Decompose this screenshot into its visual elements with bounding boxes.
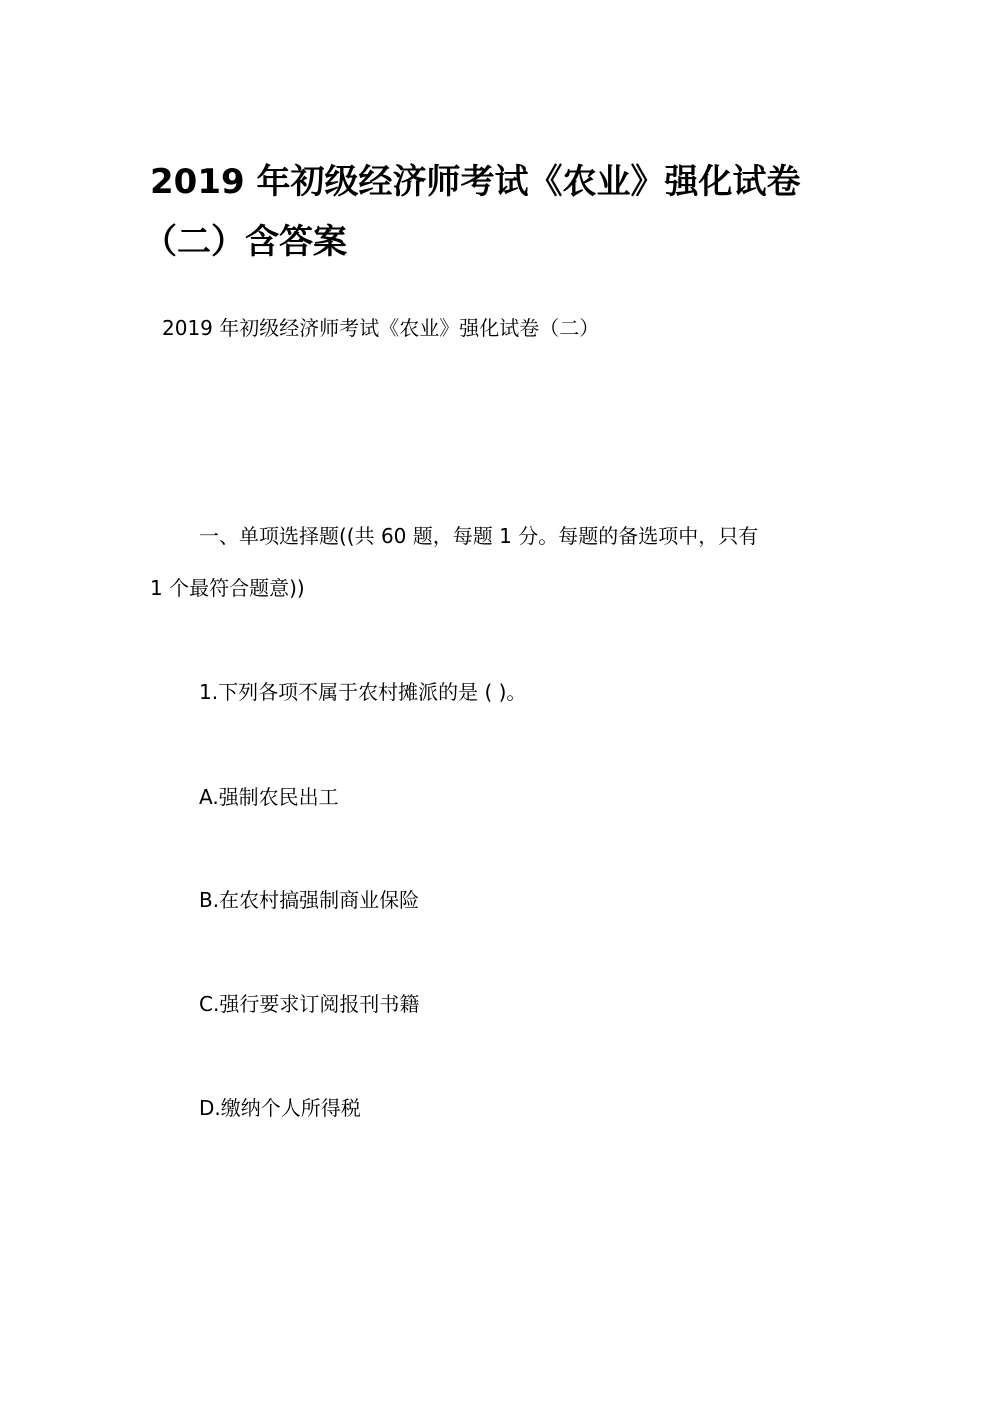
section-intro-line-1: 一、单项选择题((共 60 题，每题 1 分。每题的备选项中，只有 <box>199 524 759 548</box>
answer-option-d: D.缴纳个人所得税 <box>199 1096 361 1120</box>
answer-option-b: B.在农村搞强制商业保险 <box>199 888 420 912</box>
document-title-line-2: （二）含答案 <box>143 222 347 262</box>
document-subtitle: 2019 年初级经济师考试《农业》强化试卷（二） <box>162 316 600 340</box>
question-stem: 1.下列各项不属于农村摊派的是 ( )。 <box>199 680 527 704</box>
document-title-line-1: 2019 年初级经济师考试《农业》强化试卷 <box>150 162 801 202</box>
answer-option-a: A.强制农民出工 <box>199 785 339 809</box>
answer-option-c: C.强行要求订阅报刊书籍 <box>199 992 420 1016</box>
section-intro-line-2: 1 个最符合题意)) <box>150 576 305 600</box>
